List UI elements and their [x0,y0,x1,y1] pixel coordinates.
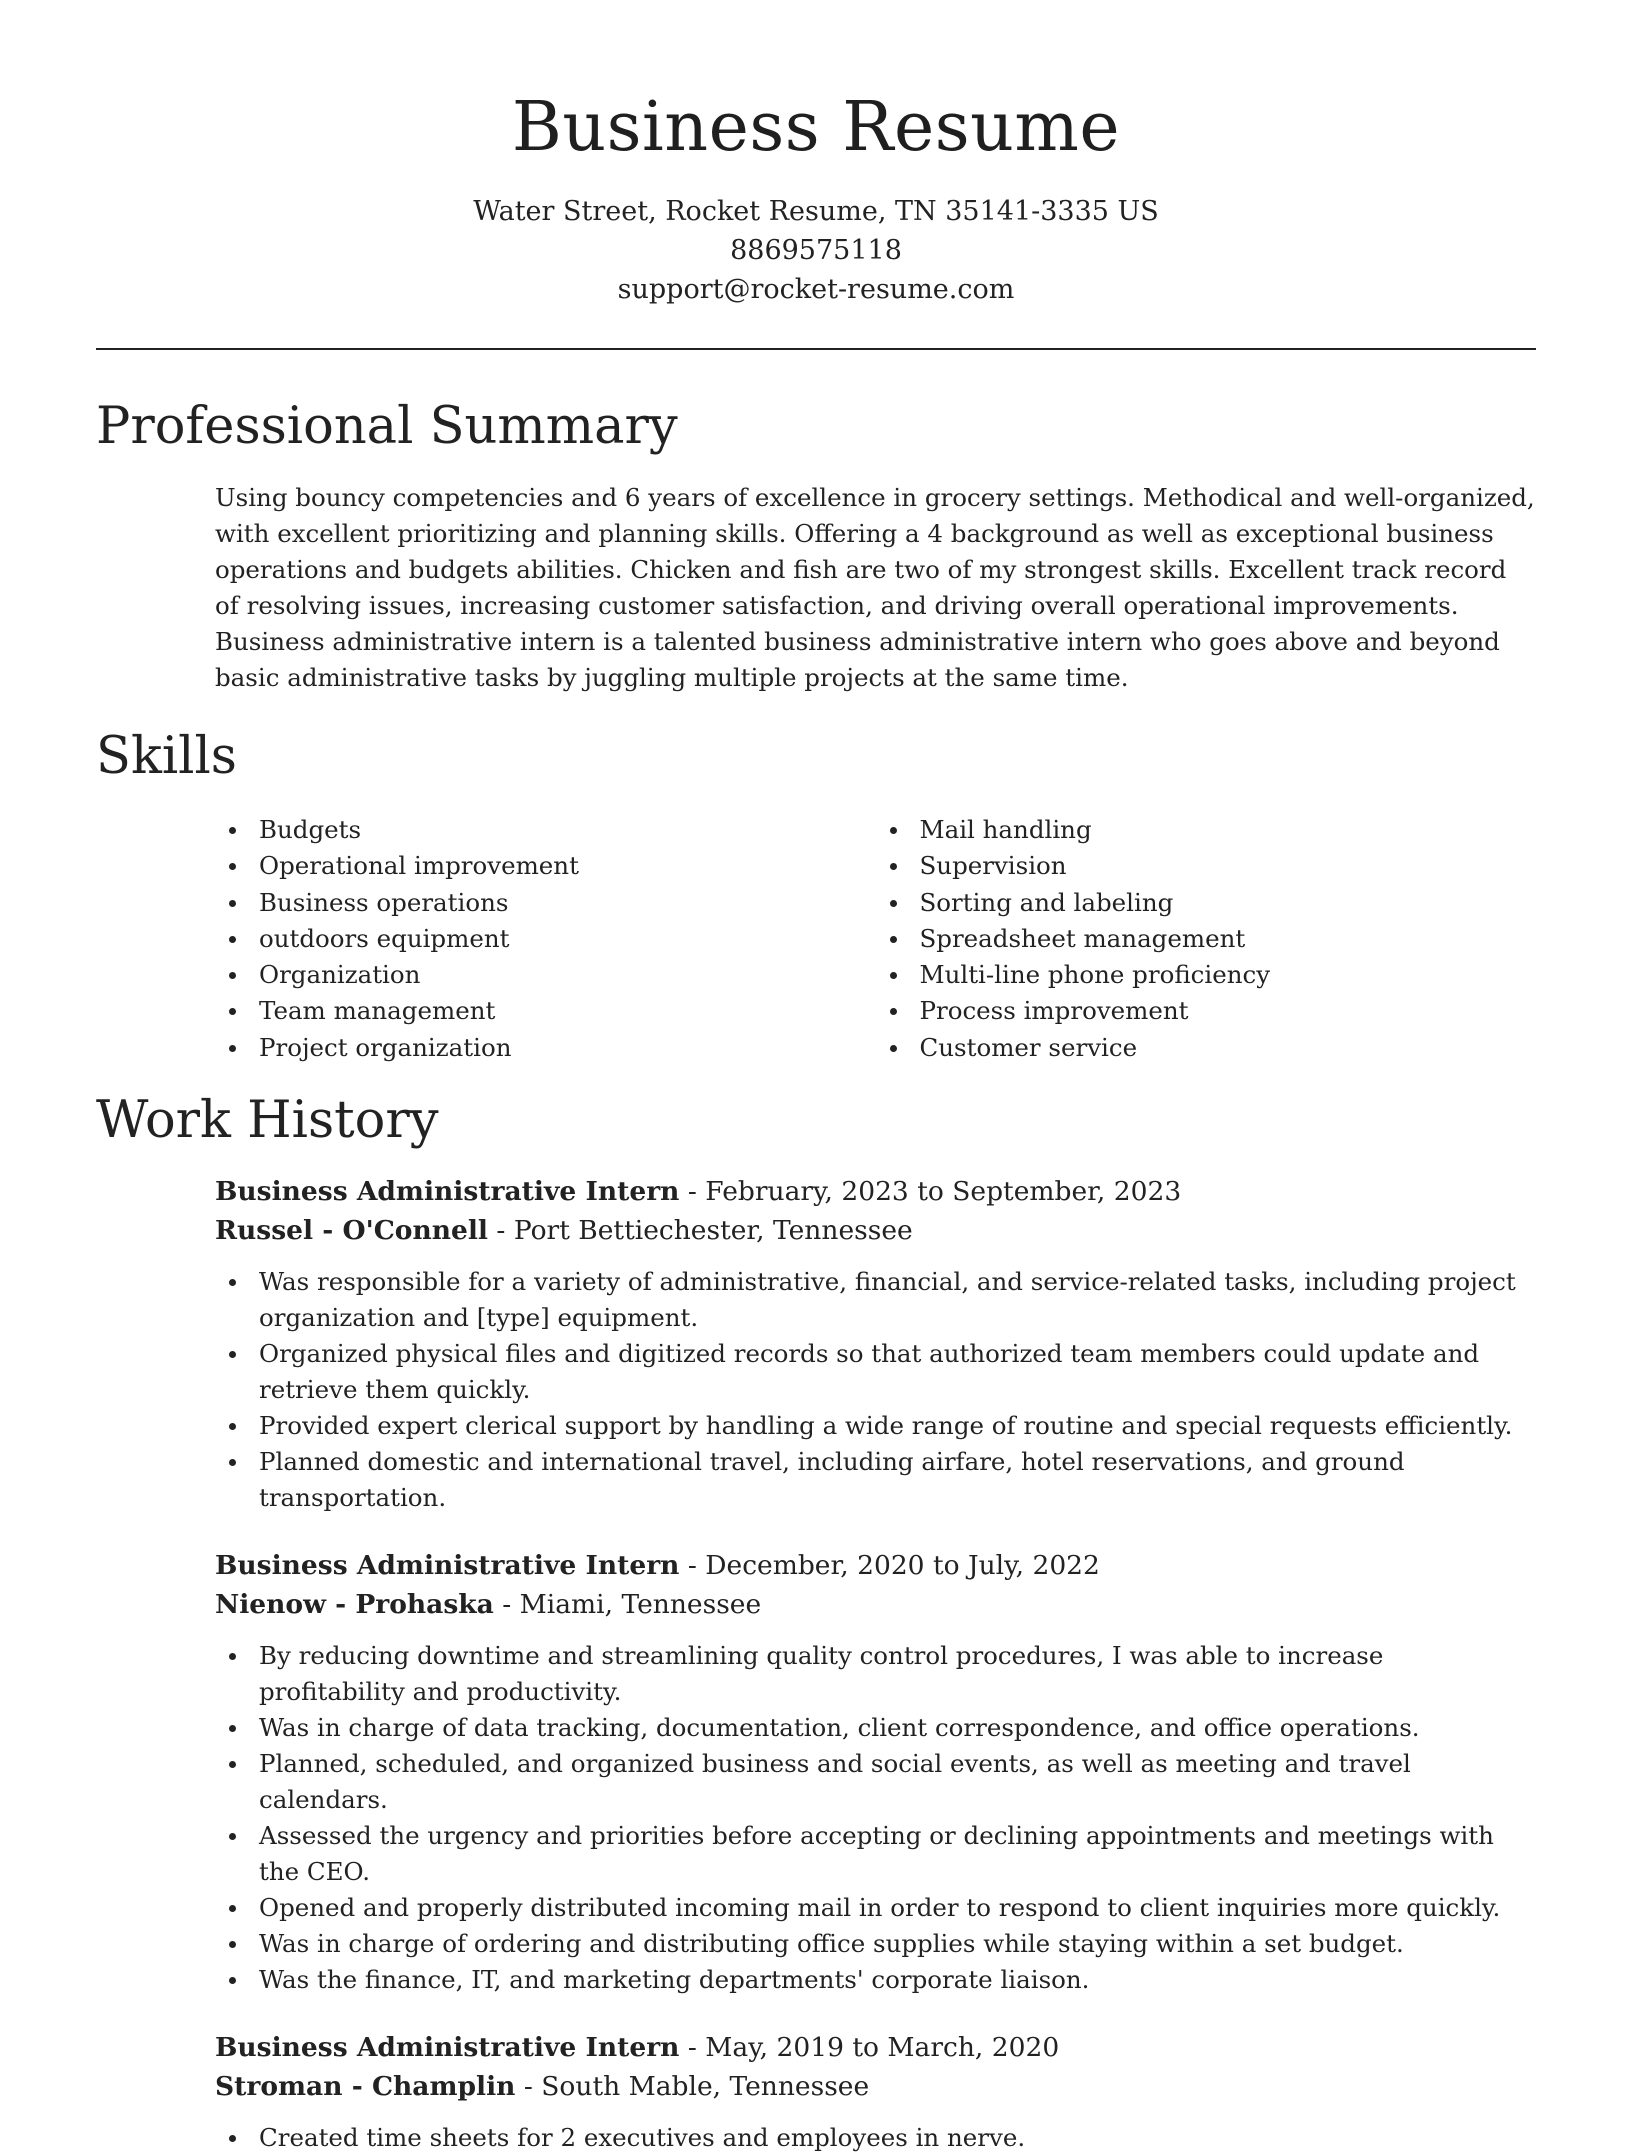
job-title: Business Administrative Intern [215,2032,680,2064]
job-entry [215,1172,1536,1516]
skill-item: Supervision [920,848,1537,884]
resume-page [96,0,1536,2156]
job-dates: May, 2019 to March, 2020 [705,2032,1060,2064]
job-employer [215,2067,1536,2106]
job-duties [215,1264,1536,1516]
skill-item: Sorting and labeling [920,885,1537,921]
separator: - [679,2032,706,2064]
separator: - [515,2071,542,2103]
separator: - [488,1215,514,1247]
company-name: Stroman - Champlin [215,2071,516,2103]
duty-item: Was the finance, IT, and marketing departments' corporate liaison. [259,1962,1536,1998]
resume-name: Business Resume [511,88,1121,167]
duty-item: Organized physical files and digitized records so that authorized team members could update and retrieve them quickly. [259,1336,1536,1408]
duty-item: Opened and properly distributed incoming mail in order to respond to client inquiries more quickly. [259,1890,1536,1926]
company-name: Nienow - Prohaska [215,1589,494,1621]
job-entry [215,2028,1536,2156]
separator: - [679,1550,706,1582]
duty-item: Was responsible for a variety of administrative, financial, and service-related tasks, including project organization and [type] equipment. [259,1264,1536,1336]
resume-header [96,0,1536,309]
job-heading [215,1546,1536,1585]
job-location: Port Bettiechester, Tennessee [513,1215,913,1247]
job-employer [215,1211,1536,1250]
job-heading [215,1172,1536,1211]
skills-column-left [215,812,876,1066]
job-duties [215,2120,1536,2156]
job-dates: December, 2020 to July, 2022 [705,1550,1100,1582]
contact-address: Water Street, Rocket Resume, TN 35141-3335 US [473,196,1159,227]
section-title-summary: Professional Summary [96,397,678,456]
section-title-skills: Skills [96,727,237,786]
skill-item: Team management [259,993,876,1029]
skill-item: Spreadsheet management [920,921,1537,957]
duty-item: Planned, scheduled, and organized business and social events, as well as meeting and travel calendars. [259,1746,1536,1818]
skill-item: Project organization [259,1030,876,1066]
skill-item: outdoors equipment [259,921,876,957]
job-employer [215,1585,1536,1624]
separator: - [679,1176,706,1208]
skill-item: Operational improvement [259,848,876,884]
skill-item: Organization [259,957,876,993]
contact-block [96,192,1536,309]
skill-item: Multi-line phone proficiency [920,957,1537,993]
job-entry [215,1546,1536,1998]
job-dates: February, 2023 to September, 2023 [705,1176,1182,1208]
job-heading [215,2028,1536,2067]
duty-item: By reducing downtime and streamlining quality control procedures, I was able to increase profitability and productivity. [259,1638,1536,1710]
skill-item: Process improvement [920,993,1537,1029]
separator: - [493,1589,520,1621]
job-title: Business Administrative Intern [215,1550,680,1582]
section-title-work-history: Work History [96,1091,439,1151]
skill-item: Customer service [920,1030,1537,1066]
job-title: Business Administrative Intern [215,1176,680,1208]
duty-item: Planned domestic and international travel, including airfare, hotel reservations, and ground transportation. [259,1444,1536,1516]
header-divider [96,348,1536,350]
contact-phone: 8869575118 [730,235,902,266]
job-duties [215,1638,1536,1998]
skill-item: Business operations [259,885,876,921]
duty-item: Was in charge of data tracking, documentation, client correspondence, and office operations. [259,1710,1536,1746]
summary-text: Using bouncy competencies and 6 years of excellence in grocery settings. Methodical and well-organized, with excellent prioritizing and planning skills. Offering a 4 background as well as exceptional business operations and budgets abilities. Chicken and fish are two of my strongest skills. Excellent track record of resolving issues, increasing customer satisfaction, and driving overall operational improvements. Business administrative intern is a talented business administrative intern who goes above and beyond basic administrative tasks by juggling multiple projects at the same time. [215,483,1535,692]
company-name: Russel - O'Connell [215,1215,488,1247]
contact-email: support@rocket-resume.com [617,274,1015,305]
duty-item: Created time sheets for 2 executives and employees in nerve. [259,2120,1536,2156]
duty-item: Assessed the urgency and priorities before accepting or declining appointments and meetings with the CEO. [259,1818,1536,1890]
duty-item: Was in charge of ordering and distributing office supplies while staying within a set budget. [259,1926,1536,1962]
job-location: South Mable, Tennessee [541,2071,870,2103]
duty-item: Provided expert clerical support by handling a wide range of routine and special requests efficiently. [259,1408,1536,1444]
skills-column-right [876,812,1537,1066]
skill-item: Mail handling [920,812,1537,848]
skills-grid [215,812,1536,1066]
job-location: Miami, Tennessee [519,1589,762,1621]
skill-item: Budgets [259,812,876,848]
